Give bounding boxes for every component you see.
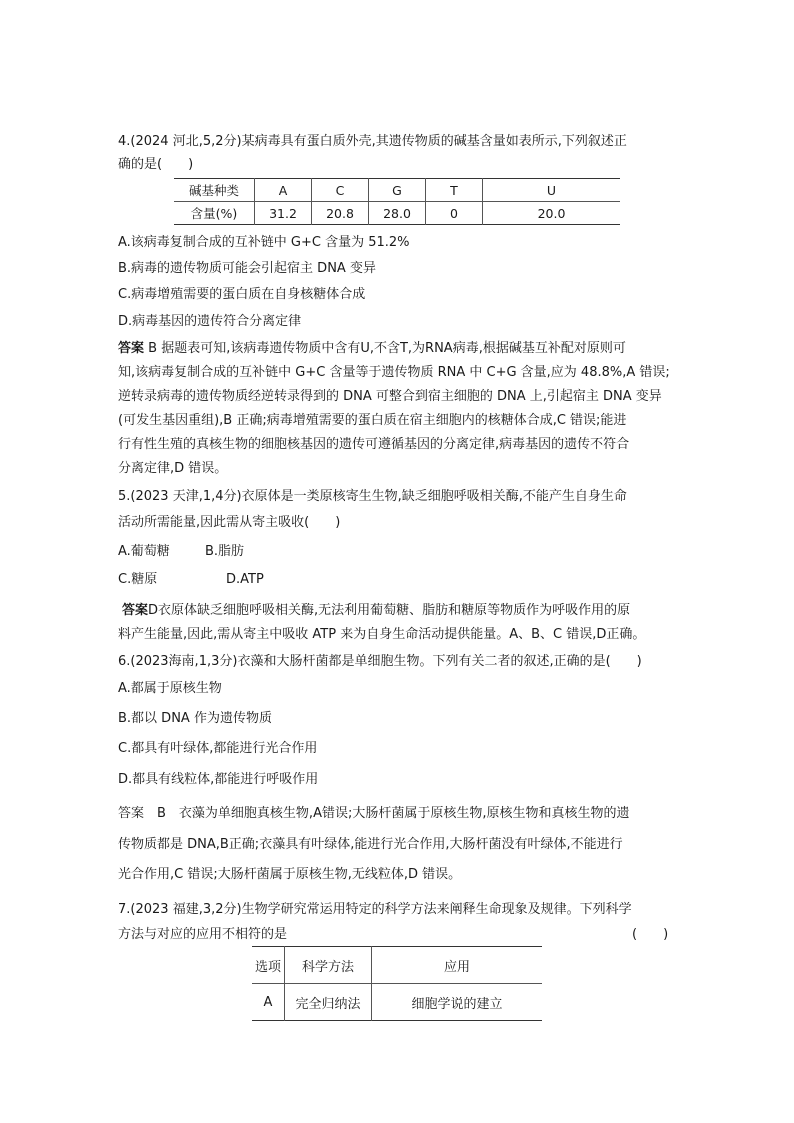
q7-stem-line2: 方法与对应的应用不相符的是	[118, 927, 288, 942]
q5-option-b: B.脂肪	[205, 544, 245, 559]
q6-answer-line1	[118, 805, 629, 823]
q4-option-a: A.该病毒复制合成的互补链中 G+C 含量为 51.2%	[118, 235, 410, 250]
q5-stem-line1: 5.(2023 天津,1,4分)衣原体是一类原核寄生生物,缺乏细胞呼吸相关酶,不能产生自身生命	[118, 489, 627, 504]
table-cell: 科学方法	[285, 947, 372, 984]
q4-option-c: C.病毒增殖需要的蛋白质在自身核糖体合成	[118, 287, 366, 302]
table-cell: 28.0	[369, 202, 426, 225]
answer-text: B 据题表可知,该病毒遗传物质中含有U,不含T,为RNA病毒,根据碱基互补配对原则可	[144, 341, 626, 356]
q4-answer-line3: 逆转录病毒的遗传物质经逆转录得到的 DNA 可整合到宿主细胞的 DNA 上,引起宿主 DNA 变异	[118, 389, 662, 404]
table-cell: G	[369, 179, 426, 202]
q5-stem-line2: 活动所需能量,因此需从寄主吸收( )	[118, 515, 341, 530]
table-cell: 碱基种类	[188, 183, 239, 198]
q7-stem-line1: 7.(2023 福建,3,2分)生物学研究常运用特定的科学方法来阐释生命现象及规律。下列科学	[118, 902, 632, 917]
q5-option-c: C.糖原	[118, 572, 158, 587]
q6-stem: 6.(2023海南,1,3分)衣藻和大肠杆菌都是单细胞生物。下列有关二者的叙述,正确的是( )	[118, 654, 642, 669]
table-cell: 完全归纳法	[285, 984, 372, 1021]
q6-option-a: A.都属于原核生物	[118, 681, 222, 696]
answer-label: 答案	[118, 341, 145, 356]
q5-answer-line1	[122, 602, 630, 620]
table-cell: 选项	[254, 959, 281, 975]
q4-answer-line5: 行有性生殖的真核生物的细胞核基因的遗传可遵循基因的分离定律,病毒基因的遗传不符合	[118, 437, 630, 452]
q4-stem-line1: 4.(2024 河北,5,2分)某病毒具有蛋白质外壳,其遗传物质的碱基含量如表所示,下列叙述正	[118, 134, 627, 149]
q4-answer-line6: 分离定律,D 错误。	[118, 461, 228, 476]
table-cell: 20.0	[483, 202, 621, 225]
q6-answer-line2: 传物质都是 DNA,B正确;衣藻具有叶绿体,能进行光合作用,大肠杆菌没有叶绿体,不能进行	[118, 837, 623, 852]
table-header-row	[252, 947, 542, 984]
table-cell: 0	[426, 202, 483, 225]
table-cell: C	[312, 179, 369, 202]
table-cell: 细胞学说的建立	[372, 984, 543, 1021]
answer-label: 答案	[118, 806, 145, 821]
q4-option-b: B.病毒的遗传物质可能会引起宿主 DNA 变异	[118, 261, 376, 276]
table-cell: T	[426, 179, 483, 202]
table-row	[174, 202, 620, 225]
answer-text: B 衣藻为单细胞真核生物,A错误;大肠杆菌属于原核生物,原核生物和真核生物的遗	[144, 806, 630, 821]
answer-label: 答案	[122, 603, 149, 618]
table-cell: U	[483, 179, 621, 202]
q4-stem-line2: 确的是( )	[118, 157, 194, 172]
answer-text: D衣原体缺乏细胞呼吸相关酶,无法利用葡萄糖、脂肪和糖原等物质作为呼吸作用的原	[148, 603, 631, 618]
table-cell: 应用	[372, 947, 543, 984]
q7-bracket: ( )	[632, 927, 669, 942]
q5-answer-line2: 料产生能量,因此,需从寄主中吸收 ATP 来为自身生命活动提供能量。A、B、C 错误,D正确。	[118, 627, 646, 642]
q7-method-table	[252, 946, 542, 1021]
q6-option-b: B.都以 DNA 作为遗传物质	[118, 711, 272, 726]
q6-answer-line3: 光合作用,C 错误;大肠杆菌属于原核生物,无线粒体,D 错误。	[118, 867, 462, 882]
q4-answer-line4: (可发生基因重组),B 正确;病毒增殖需要的蛋白质在宿主细胞内的核糖体合成,C 错误;能进	[118, 413, 627, 428]
table-header-row	[174, 179, 620, 202]
table-cell: 20.8	[312, 202, 369, 225]
q5-option-d: D.ATP	[226, 572, 264, 587]
q5-option-a: A.葡萄糖	[118, 544, 170, 559]
q4-answer-line1	[118, 340, 626, 358]
q4-option-d: D.病毒基因的遗传符合分离定律	[118, 314, 302, 329]
q6-option-d: D.都具有线粒体,都能进行呼吸作用	[118, 772, 319, 787]
table-row	[252, 984, 542, 1021]
q4-base-table	[174, 178, 620, 225]
q6-option-c: C.都具有叶绿体,都能进行光合作用	[118, 741, 318, 756]
table-cell: A	[255, 179, 312, 202]
table-cell: A	[252, 984, 285, 1021]
q4-answer-line2: 知,该病毒复制合成的互补链中 G+C 含量等于遗传物质 RNA 中 C+G 含量,应为 48.8%,A 错误;	[118, 365, 670, 380]
table-cell: 含量(%)	[174, 202, 255, 225]
table-cell: 31.2	[255, 202, 312, 225]
